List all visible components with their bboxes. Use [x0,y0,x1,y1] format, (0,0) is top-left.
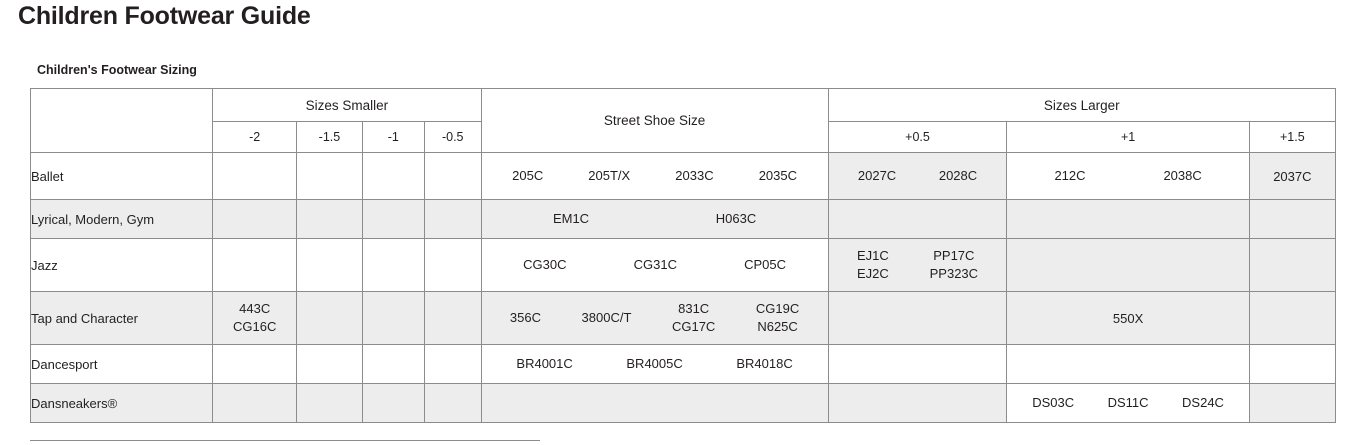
value: 2033C [675,168,714,184]
cell-lyrical-plus1 [1007,200,1249,239]
cell-dancesport-plus1 [1007,345,1249,384]
header-corner-blank [31,89,213,153]
header-minus-1: -1 [362,122,424,153]
cell-jazz-minus1 [362,239,424,292]
value: EJ1C EJ2C [856,248,889,281]
table-caption: Children's Footwear Sizing [37,63,197,77]
row-label-ballet: Ballet [31,153,213,200]
cell-ballet-plus1-5: 2037C [1249,153,1335,200]
table-row [31,345,1336,384]
cell-jazz-minus2 [213,239,297,292]
cell-lyrical-minus2 [213,200,297,239]
cell-dancesport-plus1-5 [1249,345,1335,384]
cell-lyrical-minus0-5 [424,200,481,239]
value: 205T/X [588,168,631,184]
cell-dansneakers-minus0-5 [424,384,481,423]
header-minus-1-5: -1.5 [297,122,362,153]
value: DS03C [1032,395,1075,411]
cell-ballet-minus1-5 [297,153,362,200]
cell-ballet-minus1 [362,153,424,200]
cell-ballet-street [481,153,828,200]
value: 443C CG16C [233,301,277,334]
value: CG31C [633,257,677,273]
value: CG30C [523,257,567,273]
page-title: Children Footwear Guide [18,2,311,30]
cell-dansneakers-plus1 [1007,384,1249,423]
header-sizes-smaller: Sizes Smaller [213,89,481,122]
value: 356C [509,310,541,326]
cell-dansneakers-plus0-5 [828,384,1007,423]
sizing-table [30,88,1336,423]
cell-dansneakers-minus2 [213,384,297,423]
value: 2038C [1163,168,1202,184]
table-row [31,292,1336,345]
table-header-group-row [31,89,1336,122]
header-sizes-larger: Sizes Larger [828,89,1335,122]
header-street-shoe-size: Street Shoe Size [481,89,828,153]
cell-lyrical-plus0-5 [828,200,1007,239]
value: 205C [512,168,544,184]
cell-tap-minus0-5 [424,292,481,345]
cell-jazz-minus1-5 [297,239,362,292]
cell-jazz-minus0-5 [424,239,481,292]
value: DS24C [1182,395,1224,411]
cell-jazz-street [481,239,828,292]
cell-dancesport-minus1-5 [297,345,362,384]
cell-dansneakers-minus1-5 [297,384,362,423]
cell-dansneakers-street [481,384,828,423]
value: 2035C [758,168,797,184]
sizing-table-wrapper [30,88,1336,423]
cell-tap-plus0-5 [828,292,1007,345]
row-label-jazz: Jazz [31,239,213,292]
cell-ballet-minus0-5 [424,153,481,200]
cell-dancesport-minus2 [213,345,297,384]
value: DS11C [1107,395,1149,411]
cell-jazz-plus0-5 [828,239,1007,292]
value: CG19C N625C [755,301,800,334]
cell-dansneakers-minus1 [362,384,424,423]
cell-lyrical-minus1 [362,200,424,239]
bottom-divider [30,440,540,441]
row-label-dancesport: Dancesport [31,345,213,384]
table-row [31,200,1336,239]
value: BR4001C [516,356,573,372]
value: CP05C [744,257,786,273]
cell-ballet-plus1 [1007,153,1249,200]
header-plus-1: +1 [1007,122,1249,153]
value: 831C CG17C [671,301,716,334]
cell-tap-minus2 [213,292,297,345]
value: 212C [1054,168,1086,184]
header-plus-0-5: +0.5 [828,122,1007,153]
value: PP17C PP323C [929,248,979,281]
cell-lyrical-street [481,200,828,239]
header-minus-0-5: -0.5 [424,122,481,153]
value: EM1C [552,211,590,227]
value: 3800C/T [581,310,632,326]
cell-tap-street [481,292,828,345]
value: 2027C [857,168,897,184]
cell-dancesport-street [481,345,828,384]
table-row [31,153,1336,200]
cell-ballet-minus2 [213,153,297,200]
cell-dancesport-minus0-5 [424,345,481,384]
cell-tap-plus1-5 [1249,292,1335,345]
cell-dancesport-minus1 [362,345,424,384]
cell-lyrical-plus1-5 [1249,200,1335,239]
cell-tap-minus1-5 [297,292,362,345]
value: 2028C [938,168,978,184]
row-label-tap-and-character: Tap and Character [31,292,213,345]
row-label-dansneakers: Dansneakers® [31,384,213,423]
table-row [31,239,1336,292]
header-minus-2: -2 [213,122,297,153]
cell-dansneakers-plus1-5 [1249,384,1335,423]
cell-tap-minus1 [362,292,424,345]
cell-ballet-plus0-5 [828,153,1007,200]
cell-lyrical-minus1-5 [297,200,362,239]
value: BR4005C [626,356,683,372]
cell-tap-plus1: 550X [1007,292,1249,345]
header-plus-1-5: +1.5 [1249,122,1335,153]
value: BR4018C [736,356,793,372]
cell-jazz-plus1 [1007,239,1249,292]
value: H063C [715,211,757,227]
row-label-lyrical-modern-gym: Lyrical, Modern, Gym [31,200,213,239]
cell-dancesport-plus0-5 [828,345,1007,384]
table-row [31,384,1336,423]
cell-jazz-plus1-5 [1249,239,1335,292]
